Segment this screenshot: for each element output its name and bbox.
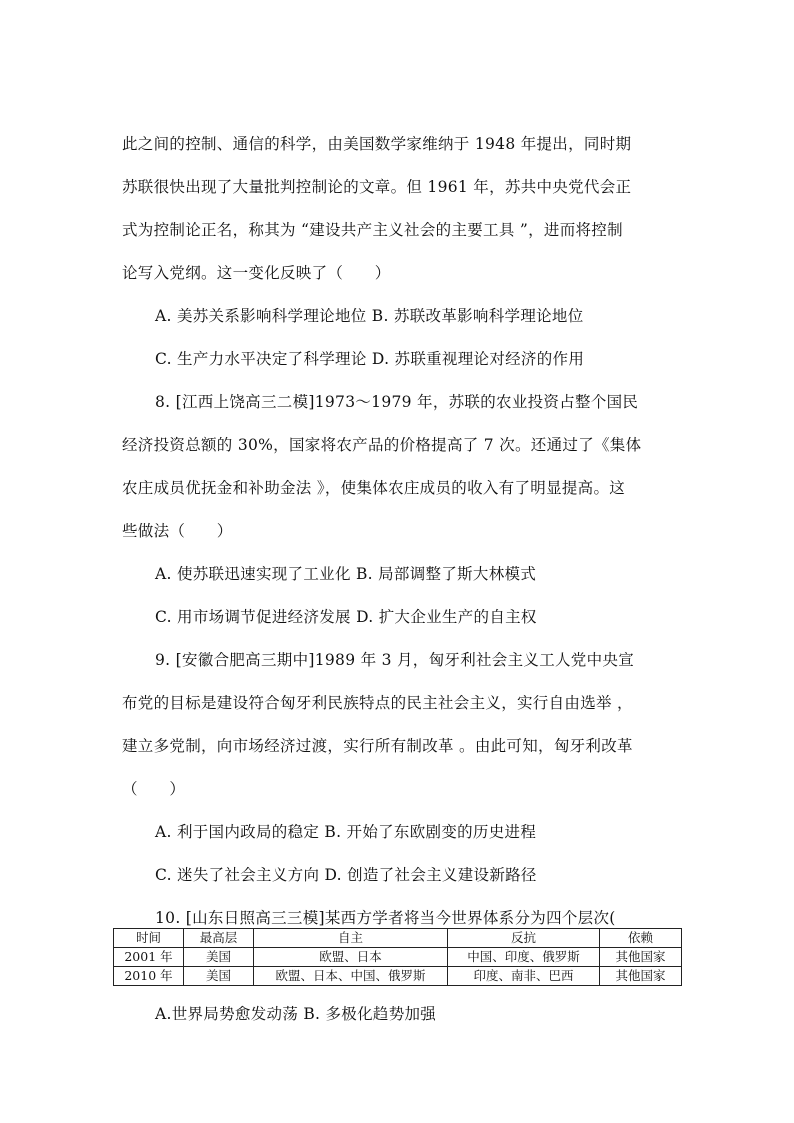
- text-line: （ ）: [122, 780, 186, 798]
- option-line: A. 美苏关系影响科学理论地位 B. 苏联改革影响科学理论地位: [155, 307, 584, 325]
- table-cell: 美国: [184, 948, 254, 967]
- text-line: 建立多党制，向市场经济过渡，实行所有制改革 。由此可知，匈牙利改革: [122, 737, 633, 755]
- question-8: 8. [江西上饶高三二模]1973～1979 年，苏联的农业投资占整个国民: [155, 393, 639, 411]
- table-row: [114, 967, 682, 986]
- table-cell: 其他国家: [600, 948, 682, 967]
- table-header: 自主: [254, 929, 448, 948]
- table-cell: 美国: [184, 967, 254, 986]
- text-line: 此之间的控制、通信的科学，由美国数学家维纳于 1948 年提出，同时期: [122, 135, 632, 153]
- option-line: A. 使苏联迅速实现了工业化 B. 局部调整了斯大林模式: [155, 565, 537, 583]
- table-cell: 其他国家: [600, 967, 682, 986]
- text-line: 农庄成员优抚金和补助金法 》，使集体农庄成员的收入有了明显提高。这: [122, 479, 626, 497]
- table-cell: 印度、南非、巴西: [448, 967, 600, 986]
- text-line: 些做法（ ）: [122, 522, 233, 540]
- table-header: 依赖: [600, 929, 682, 948]
- option-line: A. 利于国内政局的稳定 B. 开始了东欧剧变的历史进程: [155, 823, 537, 841]
- text-line: 论写入党纲。这一变化反映了（ ）: [122, 264, 391, 282]
- table-cell: 中国、印度、俄罗斯: [448, 948, 600, 967]
- table-row: [114, 948, 682, 967]
- table-cell: 欧盟、日本、中国、俄罗斯: [254, 967, 448, 986]
- option-line: C. 生产力水平决定了科学理论 D. 苏联重视理论对经济的作用: [155, 350, 585, 368]
- text-line: 式为控制论正名，称其为 “建设共产主义社会的主要工具 ”，进而将控制: [122, 221, 623, 239]
- text-line: 苏联很快出现了大量批判控制论的文章。但 1961 年，苏共中央党代会正: [122, 178, 632, 196]
- table-cell: 2001 年: [114, 948, 184, 967]
- text-line: 布党的目标是建设符合匈牙利民族特点的民主社会主义，实行自由选举 ，: [122, 694, 633, 712]
- table-cell: 欧盟、日本: [254, 948, 448, 967]
- world-system-table: [113, 928, 682, 986]
- option-line: A.世界局势愈发动荡 B. 多极化趋势加强: [155, 1005, 437, 1023]
- table-header: 反抗: [448, 929, 600, 948]
- table-header-row: [114, 929, 682, 948]
- table-header: 时间: [114, 929, 184, 948]
- table-header: 最高层: [184, 929, 254, 948]
- text-line: 经济投资总额的 30%，国家将农产品的价格提高了 7 次。还通过了《集体: [122, 436, 642, 454]
- table-cell: 2010 年: [114, 967, 184, 986]
- question-9: 9. [安徽合肥高三期中]1989 年 3 月，匈牙利社会主义工人党中央宣: [155, 651, 635, 669]
- option-line: C. 用市场调节促进经济发展 D. 扩大企业生产的自主权: [155, 608, 537, 626]
- question-10: 10. [山东日照高三三模]某西方学者将当今世界体系分为四个层次(: [155, 909, 616, 927]
- option-line: C. 迷失了社会主义方向 D. 创造了社会主义建设新路径: [155, 866, 537, 884]
